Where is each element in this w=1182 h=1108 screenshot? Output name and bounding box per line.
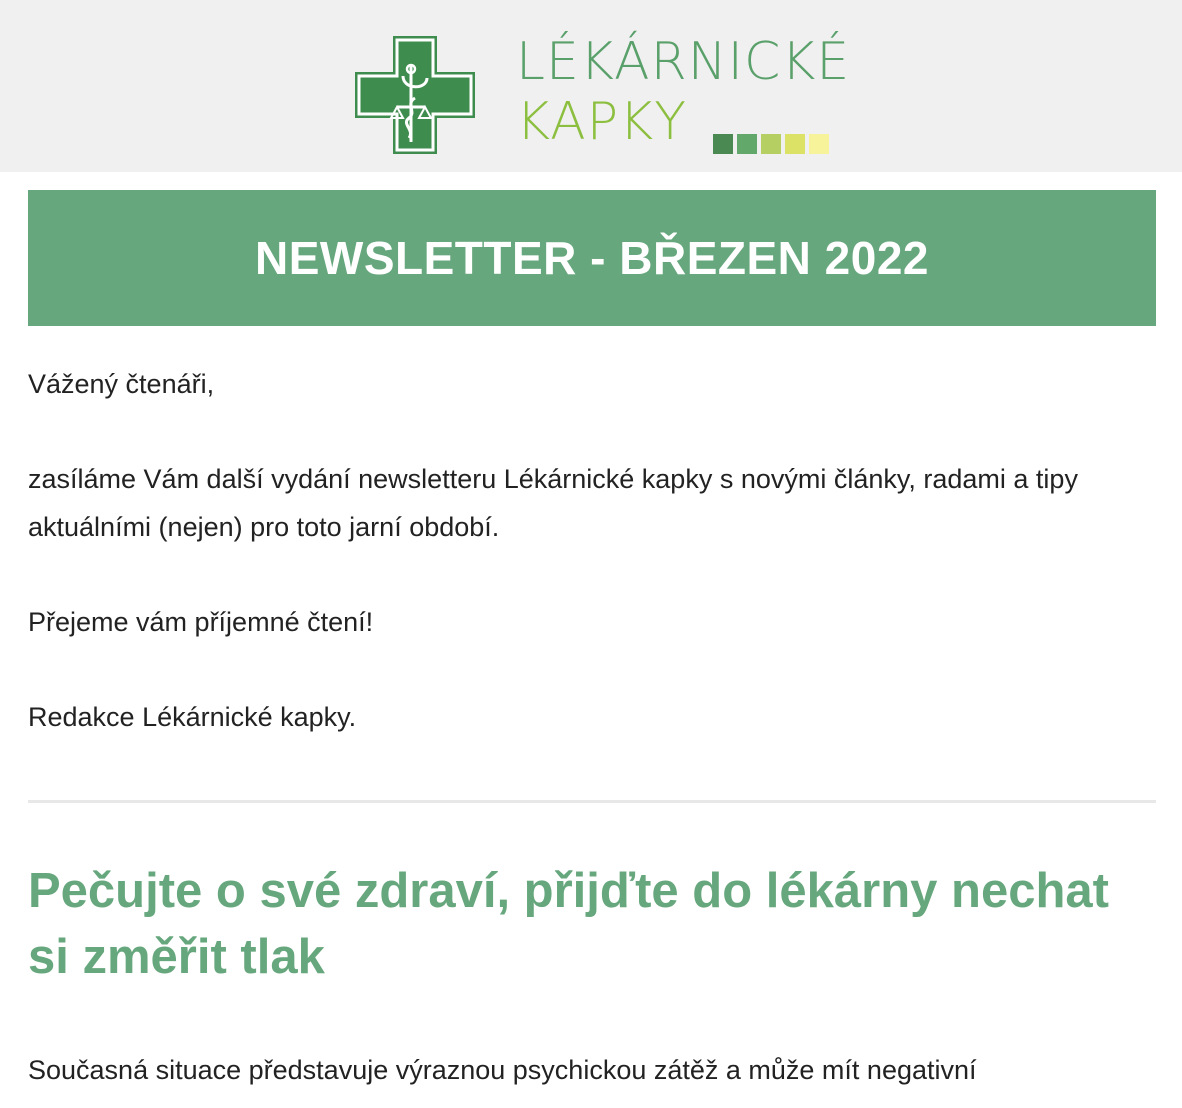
- swatch-2: [737, 134, 757, 154]
- swatch-4: [785, 134, 805, 154]
- swatch-1: [713, 134, 733, 154]
- wish-text: Přejeme vám příjemné čtení!: [28, 607, 374, 637]
- section-divider: [28, 800, 1156, 803]
- article-title-link[interactable]: Pečujte o své zdraví, přijďte do lékárny nechat si změřit tlak: [28, 864, 1109, 984]
- pharmacy-cross-icon: [353, 34, 477, 156]
- newsletter-header: [0, 0, 1182, 172]
- greeting-text: Vážený čtenáři,: [28, 369, 215, 399]
- swatch-5: [809, 134, 829, 154]
- logo-color-swatches: [713, 134, 829, 154]
- logo-line-1: LÉKÁRNICKÉ: [516, 32, 851, 92]
- banner-title: NEWSLETTER - BŘEZEN 2022: [255, 232, 929, 284]
- article-body-text: Současná situace představuje výraznou psychickou zátěž a může mít negativní: [28, 1055, 977, 1085]
- intro-section: [28, 360, 1156, 788]
- logo-line-2: KAPKY: [516, 92, 687, 152]
- swatch-3: [761, 134, 781, 154]
- intro-paragraph: zasíláme Vám další vydání newsletteru Lékárnické kapky s novými články, radami a tipy aktuálními (nejen) pro toto jarní období.: [28, 464, 1078, 542]
- signature-text: Redakce Lékárnické kapky.: [28, 702, 357, 732]
- newsletter-banner: [28, 190, 1156, 326]
